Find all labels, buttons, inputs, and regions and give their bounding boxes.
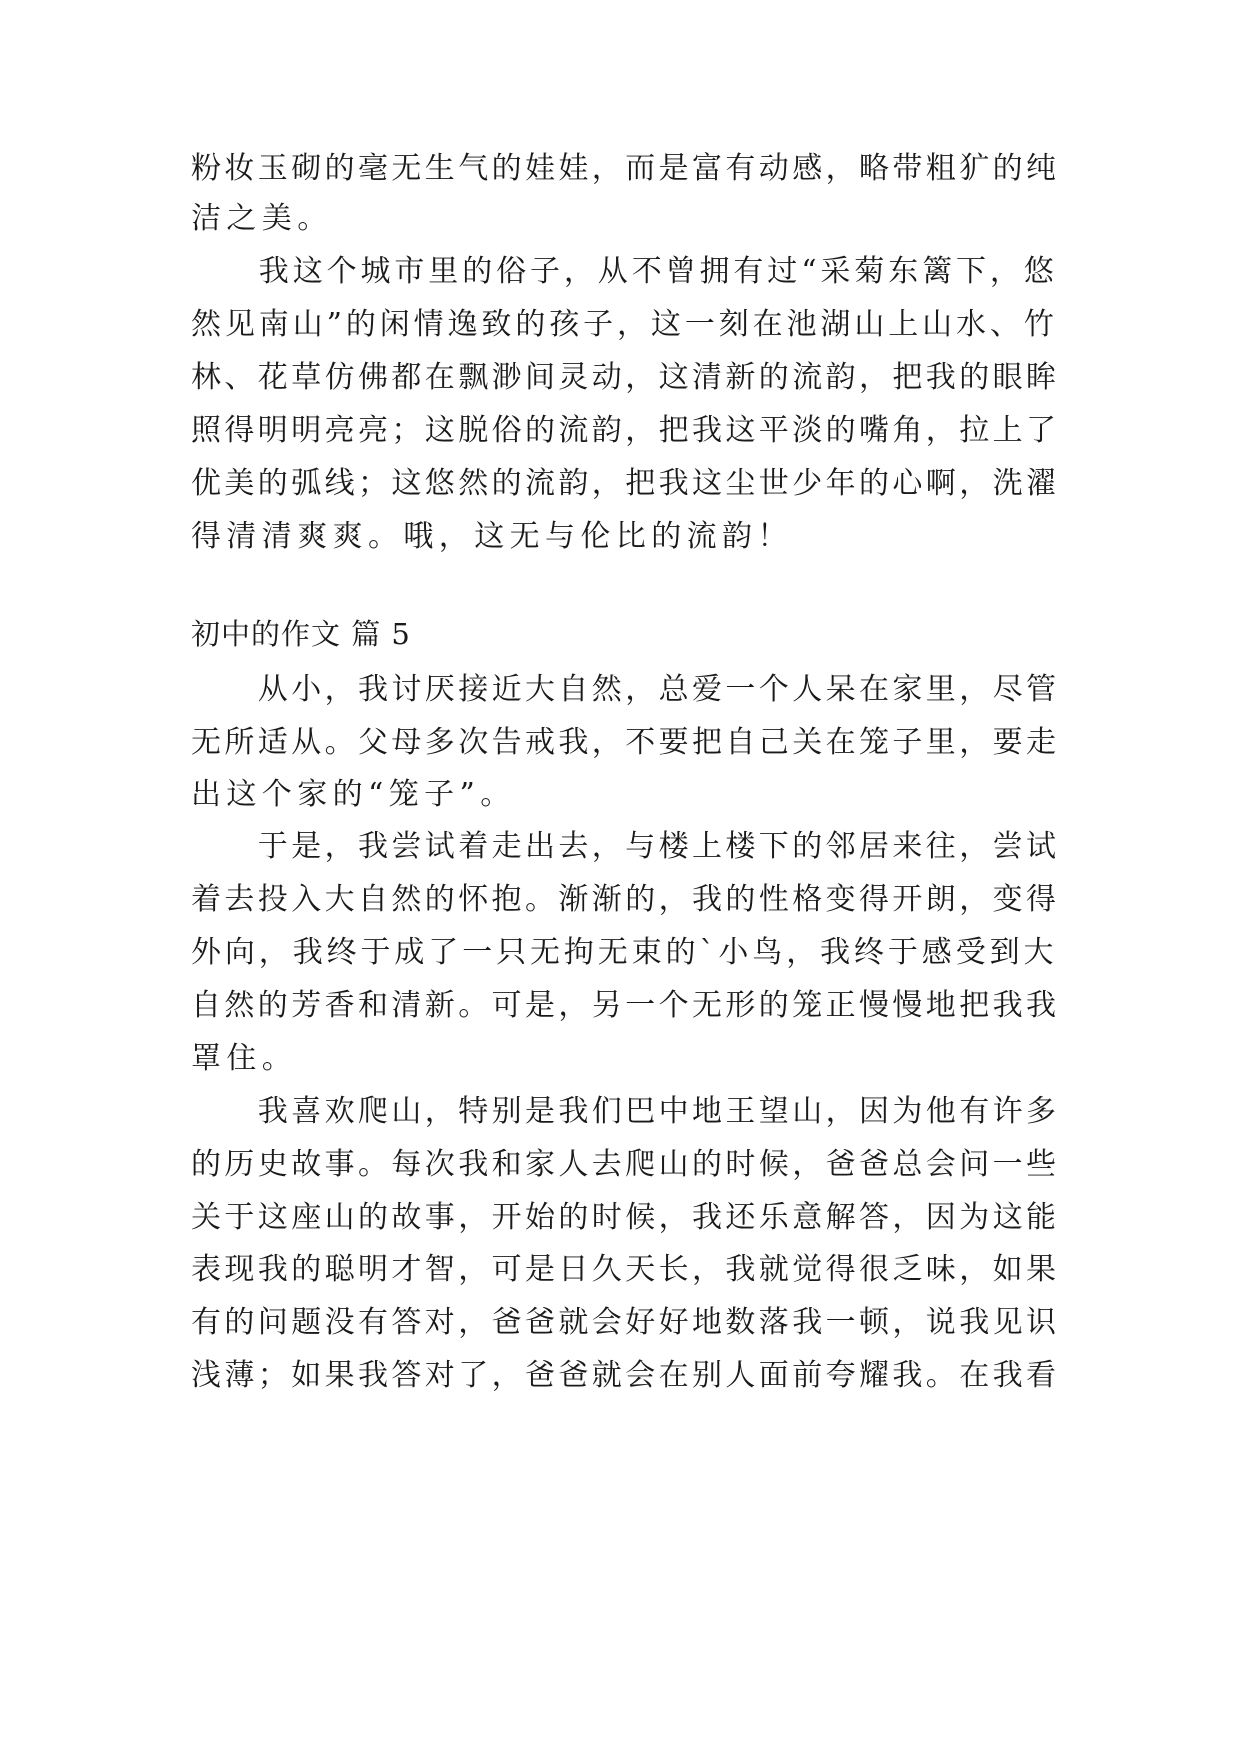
text-line: 表现我的聪明才智，可是日久天长，我就觉得很乏味，如果 <box>191 1252 1060 1287</box>
text-line: 出这个家的“笼子”。 <box>191 777 516 812</box>
text-line: 从小，我讨厌接近大自然，总爱一个人呆在家里，尽管 <box>191 672 1060 707</box>
text-line: 粉妆玉砌的毫无生气的娃娃，而是富有动感，略带粗犷的纯 <box>191 151 1060 186</box>
text-line: 罩住。 <box>191 1041 298 1076</box>
text-line: 浅薄；如果我答对了，爸爸就会在别人面前夸耀我。在我看 <box>191 1358 1060 1393</box>
section-heading: 初中的作文 篇 5 <box>191 617 411 651</box>
text-line: 有的问题没有答对，爸爸就会好好地数落我一顿，说我见识 <box>191 1305 1060 1340</box>
text-line: 得清清爽爽。哦，这无与伦比的流韵！ <box>191 519 793 554</box>
text-line: 然见南山”的闲情逸致的孩子，这一刻在池湖山上山水、竹 <box>191 307 1058 342</box>
text-line: 于是，我尝试着走出去，与楼上楼下的邻居来往，尝试 <box>191 829 1060 864</box>
text-line: 洁之美。 <box>191 201 333 236</box>
text-line: 的历史故事。每次我和家人去爬山的时候，爸爸总会问一些 <box>191 1147 1060 1182</box>
text-line: 我这个城市里的俗子，从不曾拥有过“采菊东篱下，悠 <box>191 254 1058 289</box>
text-line: 着去投入大自然的怀抱。渐渐的，我的性格变得开朗，变得 <box>191 882 1060 917</box>
text-line: 外向，我终于成了一只无拘无束的`小鸟，我终于感受到大 <box>191 935 1058 970</box>
text-line: 优美的弧线；这悠然的流韵，把我这尘世少年的心啊，洗濯 <box>191 466 1060 501</box>
text-line: 自然的芳香和清新。可是，另一个无形的笼正慢慢地把我我 <box>191 988 1060 1023</box>
text-line: 照得明明亮亮；这脱俗的流韵，把我这平淡的嘴角，拉上了 <box>191 413 1060 448</box>
text-line: 关于这座山的故事，开始的时候，我还乐意解答，因为这能 <box>191 1200 1060 1235</box>
text-line: 林、花草仿佛都在飘渺间灵动，这清新的流韵，把我的眼眸 <box>191 360 1060 395</box>
text-line: 无所适从。父母多次告戒我，不要把自己关在笼子里，要走 <box>191 725 1060 760</box>
text-line: 我喜欢爬山，特别是我们巴中地王望山，因为他有许多 <box>191 1094 1060 1129</box>
